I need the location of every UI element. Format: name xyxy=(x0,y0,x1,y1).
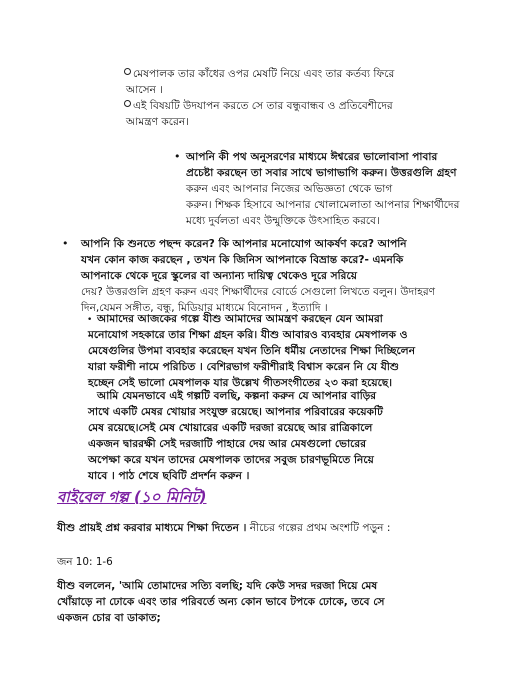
text-line: আপনাকে থেকে দূরে স্কুলের বা অন্যান্য দায়িত্ব থেকেও দূরে সরিয়ে xyxy=(81,270,357,282)
text-line: আমাদের আজকের গল্পে যীশু আমাদের আমন্ত্রণ করছেন যেন আমরা xyxy=(97,313,383,325)
text-line: আমি যেমনভাবে এই গল্পটি বলছি, কল্পনা করুন যে আপনার বাড়ির xyxy=(97,390,377,402)
text-line: একজন চোর বা ডাকাত; xyxy=(57,612,161,624)
bullet-icon: • xyxy=(174,150,181,163)
imagine-paragraph xyxy=(88,388,383,484)
text-line: আপনি কী পথ অনুসরণের মাধ্যমে ঈশ্বরের ভালোবাসা পাবার xyxy=(186,151,438,163)
scripture-reference: জন 10: 1-6 xyxy=(57,556,113,568)
text-line: খোঁয়াড়ে না ঢোকে এবং তার পরিবর্তে অন্য কোন ভাবে টপকে ঢোকে, তবে সে xyxy=(57,596,385,608)
intro-text: নীচের গল্পের প্রথম অংশটি পড়ুন : xyxy=(246,522,391,534)
scripture-quote xyxy=(57,578,385,626)
circle-bullet-icon xyxy=(124,68,131,75)
sub-item-text: মেষপালক তার কাঁধের ওপর মেষটি নিয়ে এবং তার কর্তব্য ফিরে xyxy=(133,68,395,80)
intro-bold-text: যীশু প্রায়ই প্রশ্ন করবার মাধ্যমে শিক্ষা দিতেন । xyxy=(57,522,247,534)
sub-item-text: এই বিষয়টি উদযাপন করতে সে তার বন্ধুবান্ধব ও প্রতিবেশীদের xyxy=(133,100,393,112)
text-line: হচ্ছেন সেই ভালো মেষপালক যার উল্লেখ গীতসংগীতের ২৩ করা হয়েছে। xyxy=(88,377,393,389)
text-line xyxy=(186,165,459,181)
text-line: করুন এবং আপনার নিজের অভিজ্ঞতা থেকে ভাগ xyxy=(186,183,393,195)
circle-bullet-icon xyxy=(124,100,131,107)
bullet-icon: • xyxy=(62,237,69,250)
text-line: যারা ফরীশী নামে পরিচিত । বেশিরভাগ ফরীশীরাই বিশ্বাস করেন নি যে যীশু xyxy=(88,361,400,373)
text-line: একজন দ্বাররক্ষী সেই দরজাটি পাহারে দেয় আর মেষগুলো ভোরের xyxy=(88,438,367,450)
sub-item-text: আমন্ত্রণ করেন। xyxy=(126,116,189,128)
intro-line xyxy=(57,520,390,536)
text-line: আপনি কি শুনতে পছন্দ করেন? কি আপনার মনোযোগ আকর্ষণ করে? আপনি xyxy=(81,238,407,250)
sub-list-item xyxy=(124,66,394,98)
text-line: যখন কোন কাজ করছেন , তখন কি জিনিস আপনাকে বিভ্রান্ত করে?- এমনকি xyxy=(81,254,404,266)
sub-item-text: আসেন । xyxy=(126,84,164,96)
text-line: যাবে । পাঠ শেষে ছবিটি প্রদর্শন করুন । xyxy=(88,470,250,482)
text-line: অপেক্ষা করে যখন তাদের মেষপালক তাদের সবুজ চারণভূমিতে নিয়ে xyxy=(88,454,374,466)
question-paragraph xyxy=(81,236,435,316)
text-line: দিন,যেমন সঙ্গীত, বন্ধু, মিডিয়ার মাধ্যমে বিনোদন , ইত্যাদি । xyxy=(81,302,328,314)
section-heading: বাইবেল গল্প (১০ মিনিট) xyxy=(57,488,207,506)
text-line: সাথে একটি মেষর খোয়ার সংযুক্ত রয়েছে। আপনার পরিবারের কয়েকটি xyxy=(88,406,383,418)
text-line: যীশু বললেন, 'আমি তোমাদের সত্যি বলছি; যদি কেউ সদর দরজা দিয়ে মেষ xyxy=(57,580,378,592)
share-paragraph xyxy=(186,149,459,229)
today-story-paragraph xyxy=(88,311,416,391)
small-bullet-icon: • xyxy=(87,315,93,325)
text-line: করুন। শিক্ষক হিসাবে আপনার খোলামেলাতা আপনার শিক্ষার্থীদের xyxy=(186,199,460,211)
sub-list-item xyxy=(124,98,393,130)
text-span: প্রচেষ্টা করছেন তা সবার সাথে ভাগাভাগি করুন। উত্তরগুলি গ্রহণ xyxy=(186,167,457,179)
text-line: মেষ রয়েছে।সেই মেষ খোয়ারের একটি দরজা রয়েছে আর রাত্রিকালে xyxy=(88,422,373,434)
text-line: মনোযোগ সহকারে তার শিক্ষা গ্রহন করি। যীশু আবারও ব্যবহার মেষপালক ও xyxy=(88,329,408,341)
text-line: দেয়? উত্তরগুলি গ্রহণ করুন এবং শিক্ষার্থীদের বোর্ডে সেগুলো লিখতে বলুন। উদাহরণ xyxy=(81,286,436,298)
text-line: মেষেগুলির উপমা ব্যবহার করেছেন যখন তিনি ধর্মীয় নেতাদের শিক্ষা দিচ্ছিলেন xyxy=(88,345,416,357)
text-line: মধ্যে দুর্বলতা এবং উন্মুক্তিকে উৎসাহিত করবে। xyxy=(186,215,380,227)
